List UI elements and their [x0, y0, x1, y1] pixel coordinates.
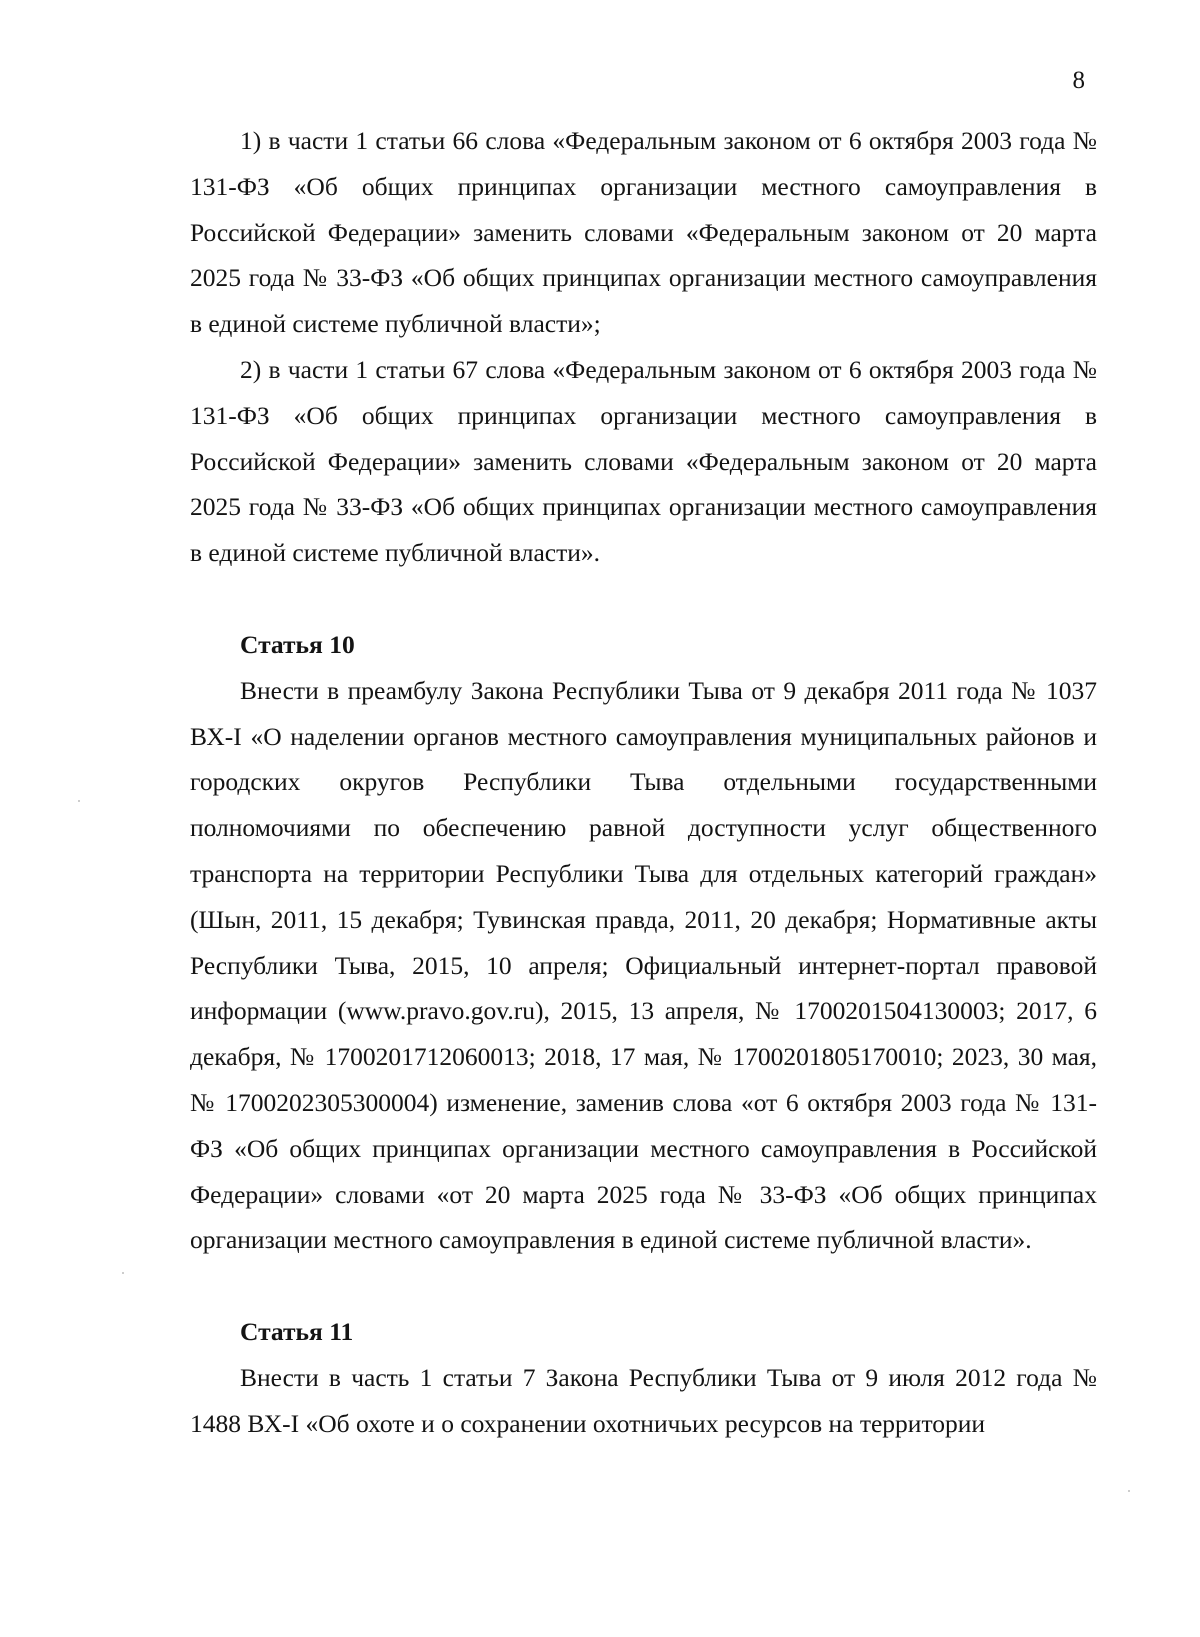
article-10-text: Внести в преамбулу Закона Республики Тыва от 9 декабря 2011 года № 1037 ВХ-I «О наделении органов местного самоуправления муниципальных районов и городских округов Республики Тыва отдельными государственными полномочиями по обеспечению равной доступности услуг общественного транспорта на территории Республики Тыва для отдельных категорий граждан» (Шын, 2011, 15 декабря; Тувинская правда, 2011, 20 декабря; Нормативные акты Республики Тыва, 2015, 10 апреля; Официальный интернет-портал правовой информации (www.pravo.gov.ru), 2015, 13 апреля, № 1700201504130003; 2017, 6 декабря, № 1700201712060013; 2018, 17 мая, № 1700201805170010; 2023, 30 мая, № 1700202305300004) изменение, заменив слова «от 6 октября 2003 года № 131-ФЗ «Об общих принципах организации местного самоуправления в Российской Федерации» словами «от 20 марта 2025 года № 33-ФЗ «Об общих принципах организации местного самоуправления в единой системе публичной власти».: [190, 675, 1097, 1255]
article-11-text: Внести в часть 1 статьи 7 Закона Республики Тыва от 9 июля 2012 года № 1488 ВХ-I «Об охоте и о сохранении охотничьих ресурсов на территории: [190, 1362, 1097, 1438]
article-10-heading: Статья 10: [240, 629, 355, 659]
scan-speck: [122, 1272, 124, 1274]
scan-speck: [78, 800, 80, 802]
paragraph-item-1: 1) в части 1 статьи 66 слова «Федеральным законом от 6 октября 2003 года № 131-ФЗ «Об общих принципах организации местного самоуправления в Российской Федерации» заменить словами «Федеральным законом от 20 марта 2025 года № 33-ФЗ «Об общих принципах организации местного самоуправления в единой системе публичной власти»;: [190, 126, 1097, 339]
scan-speck: [1128, 1490, 1130, 1492]
paragraph-item-2: 2) в части 1 статьи 67 слова «Федеральным законом от 6 октября 2003 года № 131-ФЗ «Об общих принципах организации местного самоуправления в Российской Федерации» заменить словами «Федеральным законом от 20 марта 2025 года № 33-ФЗ «Об общих принципах организации местного самоуправления в единой системе публичной власти».: [190, 354, 1097, 568]
section-spacer: [190, 576, 1097, 622]
document-body: [190, 118, 1097, 1447]
page-number: 8: [1072, 67, 1085, 94]
article-11-heading: Статья 11: [240, 1317, 354, 1347]
section-spacer: [190, 1263, 1097, 1309]
